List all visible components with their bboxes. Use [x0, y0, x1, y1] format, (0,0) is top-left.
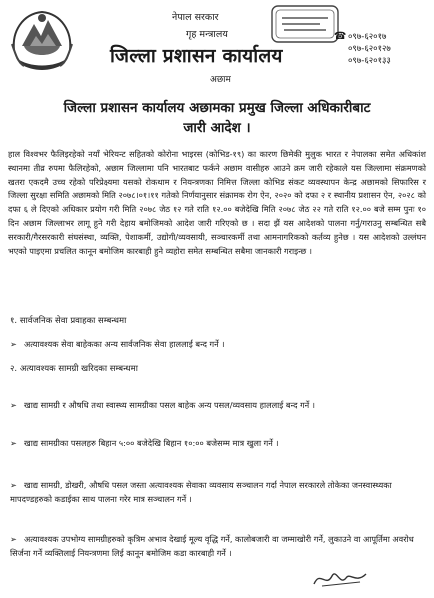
title-line: जारी आदेश । — [183, 120, 251, 136]
office-name: जिल्ला प्रशासन कार्यालय — [110, 45, 283, 67]
phone-row — [334, 30, 434, 42]
list-item — [10, 437, 424, 451]
list-item-text: खाद्य सामग्री, डोखरी, औषधि पसल जस्ता अत्यावश्यक सेवाका व्यवसाय सञ्चालन गर्दा नेपाल सरकारले तोकेका जनस्वास्थ्यका मापदण्डहरुको कडाईका साथ पालना गरेर मात्र सञ्चालन गर्ने । — [10, 480, 392, 504]
government-name: नेपाल सरकार — [172, 12, 219, 23]
office-stamp-icon — [270, 2, 340, 46]
ministry-name: गृह मन्त्रालय — [186, 29, 228, 40]
nepal-emblem-icon — [8, 6, 76, 72]
phone-number: ०९७-६२०१७ — [348, 31, 387, 42]
signature-icon — [312, 566, 368, 590]
arrow-bullet-icon: ➢ — [10, 534, 17, 544]
arrow-bullet-icon: ➢ — [10, 480, 17, 490]
list-item — [10, 338, 424, 352]
section-heading: २. अत्यावश्यक सामग्री खरिदका सम्बन्धमा — [10, 364, 138, 374]
document-title — [8, 98, 426, 138]
phone-number: ०९७-६२०१३३ — [348, 55, 391, 66]
list-item — [10, 533, 424, 560]
body-paragraph: हाल विश्वभर फैलिइरहेको नयाँ भेरियन्ट सहितको कोरोना भाइरस (कोभिड-१९) का कारण छिमेकी मुलुक भारत र नेपालका समेत अधिकांश स्थानमा तीव्र रुपमा फैलिरहेको, अछाम जिल्लामा पनि भारतबाट फर्कने अछाम वासीहरु आउने क्रम जारी रहेकाले यस जिल्लामा संक्रमणको खतरा एकदमै उच्च रहेको परिप्रेक्ष्यमा यसको रोकथाम र नियन्त्रणका निमित्त जिल्ला कोभिड संकट व्यवस्थापन केन्द्र अछामको सिफारिस र जिल्ला सुरक्षा समिति अछामको मिति २०७८।०१।११ गतेको निर्णयानुसार संक्रामक रोग ऐन, २०२० को दफा २ र स्थानीय प्रशासन ऐन, २०२८ को दफा ६ ले दिएको अधिकार प्रयोग गरी मिति २०७८ जेठ १२ गते राति १२.०० बजेदेखि मिति २०७८ जेठ २२ गते राति १२.०० बजे सम्म पुनः १० दिन अछाम जिल्लाभर लागू हुने गरी देहाय बमोजिमको आदेश जारी गरिएको छ । सदा झैं यस आदेशको पालना गर्नु/गराउनु सम्बन्धित सबै सरकारी/गैरसरकारी संघसंस्था, व्यक्ति, पेशाकर्मी, उद्योगी/व्यवसायी, सञ्चारकर्मी तथा आमनागरिकको कर्तव्य हुनेछ । यस आदेशको उल्लंघन भएको पाइएमा प्रचलित कानून बमोजिम कारबाही हुने व्यहोरा समेत सम्बन्धित सबैमा जानकारी गराइन्छ । — [8, 149, 426, 256]
phone-row — [334, 42, 434, 54]
arrow-bullet-icon: ➢ — [10, 438, 17, 448]
phone-list — [334, 30, 434, 66]
section-heading: १. सार्वजनिक सेवा प्रवाहका सम्बन्धमा — [10, 316, 127, 326]
arrow-bullet-icon: ➢ — [10, 339, 17, 349]
title-line: जिल्ला प्रशासन कार्यालय अछामका प्रमुख जिल्ला अधिकारीबाट — [63, 100, 371, 116]
telephone-icon: ☎ — [334, 30, 347, 42]
district-name: अछाम — [210, 75, 231, 85]
list-item-text: खाद्य सामग्री र औषधि तथा स्वास्थ्य सामग्रीका पसल बाहेक अन्य पसल/व्यवसाय हाललाई बन्द गर्ने । — [24, 400, 315, 410]
list-item-text: अत्यावश्यक सेवा बाहेकका अन्य सार्वजनिक सेवा हाललाई बन्द गर्ने । — [24, 339, 225, 349]
phone-number: ०९७-६२०१२७ — [348, 43, 391, 54]
list-item — [10, 399, 424, 413]
list-item — [10, 479, 424, 506]
list-item-text: खाद्य सामग्रीका पसलहरु बिहान ५:०० बजेदेखि बिहान १०:०० बजेसम्म मात्र खुला गर्ने । — [24, 438, 279, 448]
phone-row — [334, 54, 434, 66]
arrow-bullet-icon: ➢ — [10, 400, 17, 410]
list-item-text: अत्यावश्यक उपभोग्य सामग्रीहरुको कृत्रिम अभाव देखाई मूल्य वृद्धि गर्ने, कालोबजारी वा जम्माखोरी गर्ने, लुकाउने वा आपूर्तिमा अवरोध सिर्जना गर्ने व्यक्तिलाई नियन्त्रणमा लिई कानून बमोजिम कडा कारबाही गर्ने । — [10, 534, 414, 558]
